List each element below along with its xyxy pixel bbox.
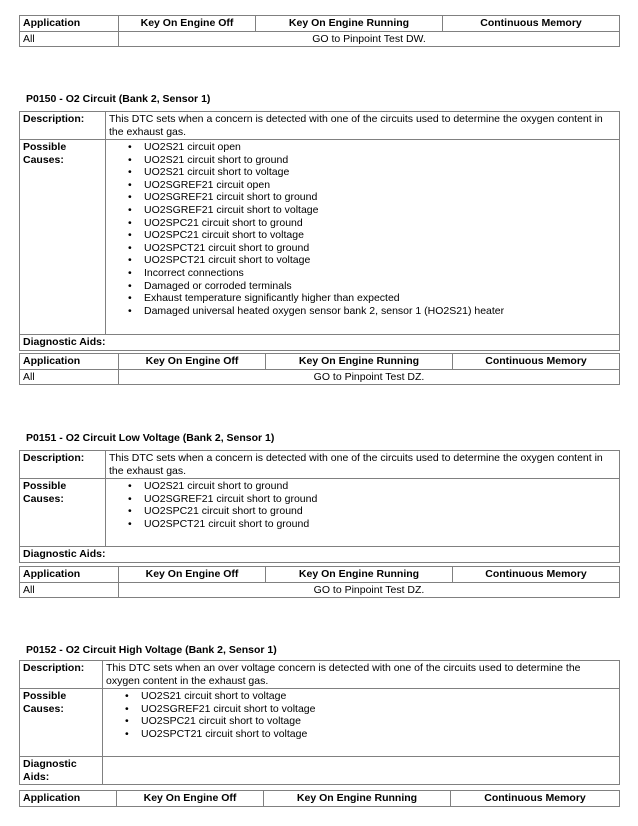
list-item: • Exhaust temperature significantly higher than expected [144, 292, 616, 305]
header-key-on-engine-running: Key On Engine Running [256, 16, 443, 32]
list-item: • UO2SPC21 circuit short to ground [144, 217, 616, 230]
list-item: • UO2SGREF21 circuit short to ground [144, 191, 616, 204]
header-continuous-memory: Continuous Memory [443, 16, 620, 32]
possible-causes-list [106, 140, 620, 335]
list-item: • Damaged or corroded terminals [144, 280, 616, 293]
header-application: Application [20, 16, 119, 32]
list-item: • UO2S21 circuit short to voltage [141, 690, 616, 703]
cell-application: All [20, 369, 119, 385]
header-continuous-memory: Continuous Memory [453, 354, 620, 370]
dtc-description-table [19, 660, 620, 785]
list-item: • UO2SPCT21 circuit short to voltage [144, 254, 616, 267]
description-label: Description: [20, 661, 103, 689]
list-item: • Damaged universal heated oxygen sensor bank 2, sensor 1 (HO2S21) heater [144, 305, 616, 318]
cell-pinpoint-action: GO to Pinpoint Test DZ. [119, 582, 620, 598]
application-table [19, 566, 620, 598]
list-item: • UO2SGREF21 circuit short to ground [144, 493, 616, 506]
diagnostic-aids-text [103, 757, 620, 785]
header-key-on-engine-running: Key On Engine Running [266, 354, 453, 370]
diagnostic-aids-label: Diagnostic Aids: [20, 335, 620, 351]
header-key-on-engine-off: Key On Engine Off [119, 16, 256, 32]
description-text: This DTC sets when a concern is detected with one of the circuits used to determine the oxygen content in the exhaust gas. [106, 451, 620, 479]
possible-causes-label: Possible Causes: [20, 479, 106, 547]
header-continuous-memory: Continuous Memory [453, 567, 620, 583]
list-item: • UO2SPC21 circuit short to voltage [144, 229, 616, 242]
list-item: • UO2SGREF21 circuit short to voltage [141, 703, 616, 716]
header-key-on-engine-running: Key On Engine Running [266, 567, 453, 583]
header-key-on-engine-running: Key On Engine Running [264, 791, 451, 807]
list-item: • UO2SPC21 circuit short to ground [144, 505, 616, 518]
list-item: • UO2S21 circuit short to ground [144, 480, 616, 493]
description-label: Description: [20, 112, 106, 140]
header-application: Application [20, 791, 117, 807]
dtc-description-table [19, 111, 620, 351]
list-item: • UO2S21 circuit open [144, 141, 616, 154]
list-item: • UO2SPCT21 circuit short to ground [144, 242, 616, 255]
possible-causes-label: Possible Causes: [20, 689, 103, 757]
header-key-on-engine-off: Key On Engine Off [119, 567, 266, 583]
cell-pinpoint-action: GO to Pinpoint Test DW. [119, 31, 620, 47]
application-table [19, 353, 620, 385]
dtc-description-table [19, 450, 620, 563]
header-application: Application [20, 354, 119, 370]
list-item: • UO2SPCT21 circuit short to ground [144, 518, 616, 531]
list-item: • UO2SGREF21 circuit short to voltage [144, 204, 616, 217]
dtc-title: P0151 - O2 Circuit Low Voltage (Bank 2, Sensor 1) [26, 432, 275, 444]
list-item: • UO2SPCT21 circuit short to voltage [141, 728, 616, 741]
list-item: • UO2SPC21 circuit short to voltage [141, 715, 616, 728]
header-continuous-memory: Continuous Memory [451, 791, 620, 807]
description-text: This DTC sets when a concern is detected with one of the circuits used to determine the oxygen content in the exhaust gas. [106, 112, 620, 140]
list-item: • UO2S21 circuit short to voltage [144, 166, 616, 179]
application-table [19, 790, 620, 807]
header-key-on-engine-off: Key On Engine Off [119, 354, 266, 370]
possible-causes-list [103, 689, 620, 757]
possible-causes-label: Possible Causes: [20, 140, 106, 335]
description-text: This DTC sets when an over voltage concern is detected with one of the circuits used to determine the oxygen content in the exhaust gas. [103, 661, 620, 689]
dtc-title: P0152 - O2 Circuit High Voltage (Bank 2, Sensor 1) [26, 644, 277, 656]
diagnostic-aids-label: Diagnostic Aids: [20, 547, 620, 563]
cell-pinpoint-action: GO to Pinpoint Test DZ. [119, 369, 620, 385]
cell-application: All [20, 582, 119, 598]
top-application-table [19, 15, 620, 47]
dtc-title: P0150 - O2 Circuit (Bank 2, Sensor 1) [26, 93, 211, 105]
list-item: • Incorrect connections [144, 267, 616, 280]
header-key-on-engine-off: Key On Engine Off [117, 791, 264, 807]
cell-application: All [20, 31, 119, 47]
possible-causes-list [106, 479, 620, 547]
header-application: Application [20, 567, 119, 583]
description-label: Description: [20, 451, 106, 479]
list-item: • UO2SGREF21 circuit open [144, 179, 616, 192]
diagnostic-aids-label: Diagnostic Aids: [20, 757, 103, 785]
list-item: • UO2S21 circuit short to ground [144, 154, 616, 167]
